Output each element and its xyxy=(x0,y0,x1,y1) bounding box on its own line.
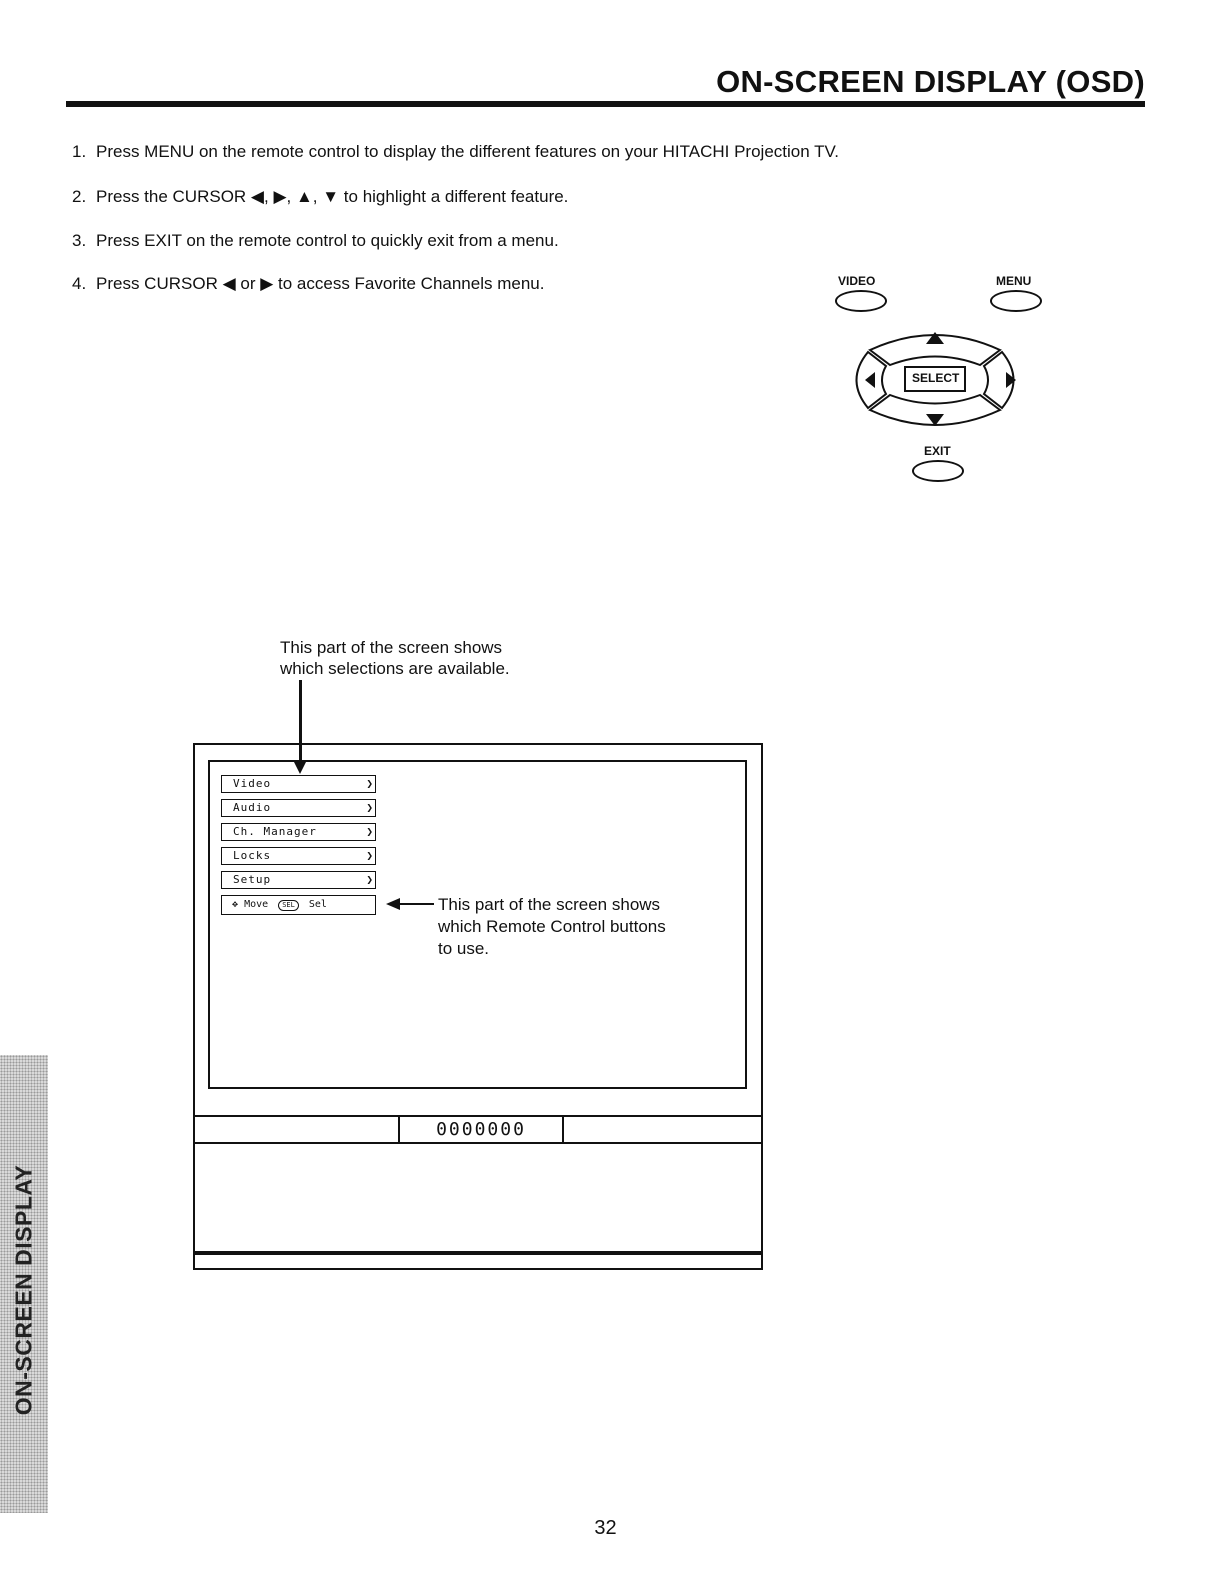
menu-item-label: Ch. Manager xyxy=(233,825,317,838)
step-1 xyxy=(72,142,839,162)
step-text: Press CURSOR ◀ or ▶ to access Favorite Channels menu. xyxy=(96,274,545,293)
osd-menu-item-audio[interactable] xyxy=(221,799,376,817)
exit-button xyxy=(912,460,964,482)
tv-front-display: 0000000 xyxy=(398,1115,564,1144)
osd-menu-item-ch-manager[interactable] xyxy=(221,823,376,841)
step-number: 1. xyxy=(72,142,87,161)
select-button-label: SELECT xyxy=(912,371,960,385)
help-sel-text: Sel xyxy=(308,899,327,910)
callout-arrow-line xyxy=(398,903,434,905)
osd-help-bar xyxy=(221,895,376,915)
menu-item-label: Locks xyxy=(233,849,272,862)
callout-line: which selections are available. xyxy=(280,659,510,678)
osd-menu xyxy=(221,775,376,915)
step-text: Press the CURSOR ◀, ▶, ▲, ▼ to highlight a different feature. xyxy=(96,187,569,206)
page-number: 32 xyxy=(594,1517,617,1539)
menu-button-label: MENU xyxy=(996,274,1032,288)
chevron-right-icon: ❯ xyxy=(366,825,374,838)
header-rule xyxy=(66,101,1145,107)
step-text: Press EXIT on the remote control to quickly exit from a menu. xyxy=(96,231,559,250)
osd-menu-item-video[interactable] xyxy=(221,775,376,793)
step-number: 2. xyxy=(72,187,87,206)
callout-line: to use. xyxy=(438,939,490,958)
osd-menu-item-locks[interactable] xyxy=(221,847,376,865)
menu-item-label: Setup xyxy=(233,873,272,886)
buttons-callout xyxy=(438,894,666,960)
video-button-label: VIDEO xyxy=(838,274,876,288)
step-text: Press MENU on the remote control to display the different features on your HITACHI Projection TV. xyxy=(96,142,839,161)
step-3 xyxy=(72,231,559,251)
step-number: 4. xyxy=(72,274,87,293)
chevron-right-icon: ❯ xyxy=(366,801,374,814)
menu-item-label: Video xyxy=(233,777,272,790)
exit-button-label: EXIT xyxy=(924,444,951,458)
tv-divider xyxy=(193,1251,763,1255)
help-move-text: Move xyxy=(244,899,269,910)
video-button xyxy=(835,290,887,312)
move-arrows-icon: ✥ xyxy=(232,899,239,910)
step-number: 3. xyxy=(72,231,87,250)
remote-control-diagram xyxy=(820,268,1060,488)
chevron-right-icon: ❯ xyxy=(366,777,374,790)
callout-line: This part of the screen shows xyxy=(438,895,661,914)
section-side-tab-label: ON-SCREEN DISPLAY xyxy=(10,1164,37,1416)
step-2 xyxy=(72,187,568,207)
sel-button-icon: SEL xyxy=(278,900,299,911)
osd-menu-item-setup[interactable] xyxy=(221,871,376,889)
chevron-right-icon: ❯ xyxy=(366,849,374,862)
step-4 xyxy=(72,274,544,294)
menu-item-label: Audio xyxy=(233,801,272,814)
callout-line: This part of the screen shows xyxy=(280,638,503,657)
callout-line: which Remote Control buttons xyxy=(438,917,666,936)
chevron-right-icon: ❯ xyxy=(366,873,374,886)
menu-button xyxy=(990,290,1042,312)
page-title: ON-SCREEN DISPLAY (OSD) xyxy=(716,64,1145,99)
selections-callout xyxy=(280,637,510,679)
